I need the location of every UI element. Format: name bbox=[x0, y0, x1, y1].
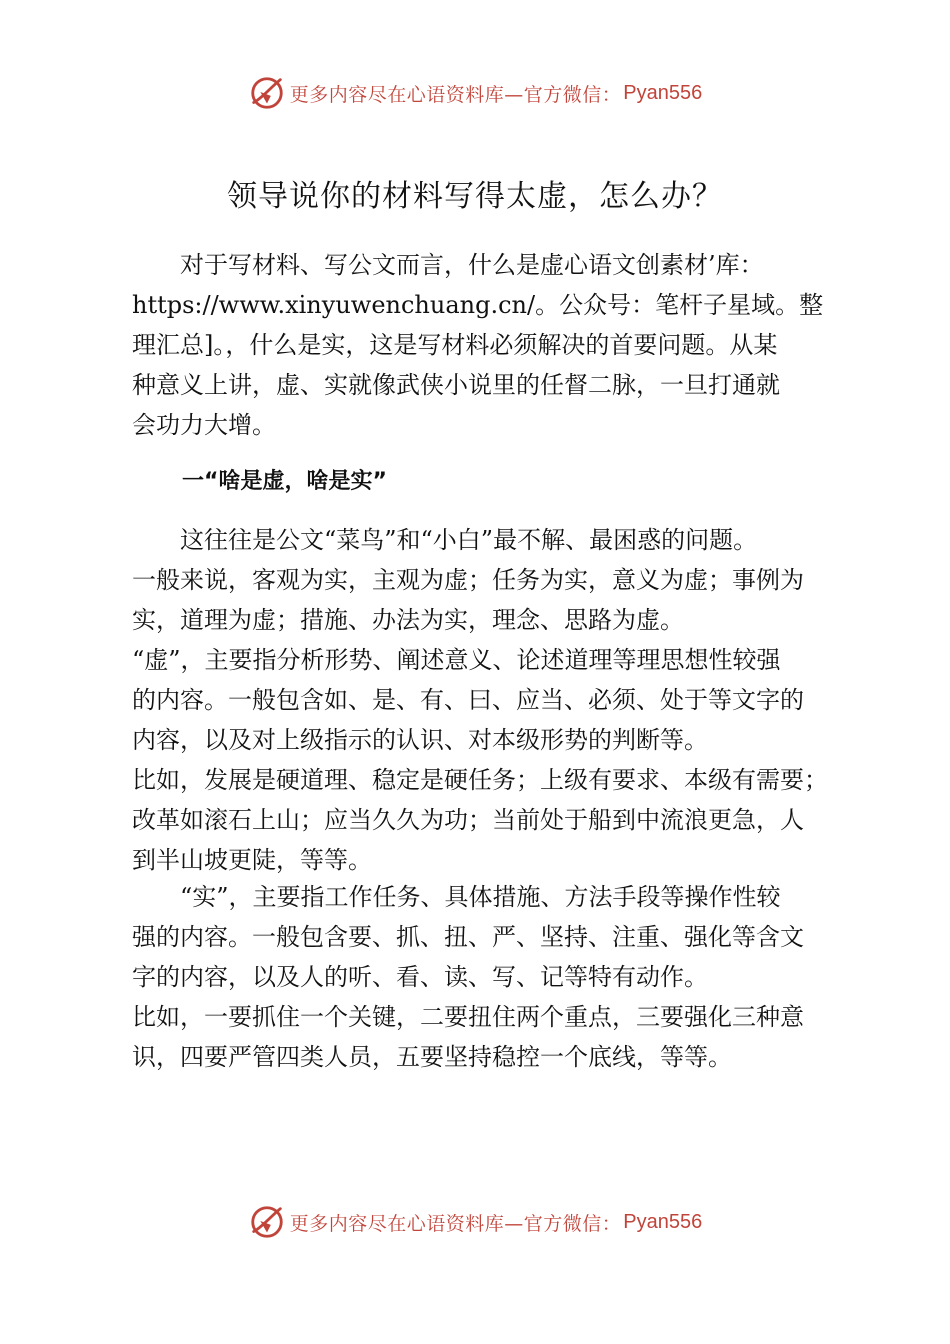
banner-text: 更多内容尽在心语资料库—官方微信： bbox=[289, 1212, 622, 1235]
body-paragraph-1: 这往往是公文“菜鸟”和“小白”最不解、最困惑的问题。 一般来说，客观为实，主观为虚；任务为实，意义为虚；事例为 实，道理为虚；措施、办法为实，理念、思路为虚。 “虚”，主要指分析形势、阐述意义、论述道理等理思想性较强 的内容。一般包含如、是、有、曰、应当、必须、处于等文字的 内容，以及对上级指示的认识、对本级形势的判断等。 比如，发展是硬道理、稳定是硬任务；上级有要求、本级有需要； 改革如滚石上山；应当久久为功；当前处于船到中流浪更急，人 到半山坡更陡，等等。 bbox=[132, 526, 828, 874]
document-title: 领导说你的材料写得太虚，怎么办？ bbox=[227, 179, 723, 214]
header-watermark-banner bbox=[0, 71, 950, 115]
brush-logo-icon bbox=[248, 74, 286, 112]
banner-wechat-id: Pyan556 bbox=[623, 1210, 703, 1233]
footer-watermark-banner bbox=[0, 1200, 950, 1244]
brush-logo-icon bbox=[248, 1203, 286, 1241]
banner-wechat-id: Pyan556 bbox=[623, 81, 703, 104]
section-heading: 一“啥是虚，啥是实” bbox=[182, 469, 387, 494]
intro-paragraph: 对于写材料、写公文而言，什么是虚心语文创素材’库： https://www.xinyuwenchuang.cn/。公众号：笔杆子星域。整 理汇总]。，什么是实，这是写材料必须解决的首要问题。从某 种意义上讲，虚、实就像武侠小说里的任督二脉，一旦打通就 会功力大增。 bbox=[132, 251, 824, 439]
banner-text: 更多内容尽在心语资料库—官方微信： bbox=[289, 83, 622, 106]
body-paragraph-2: “实”，主要指工作任务、具体措施、方法手段等操作性较 强的内容。一般包含要、抓、扭、严、坚持、注重、强化等含文 字的内容，以及人的听、看、读、写、记等特有动作。 比如，一要抓住一个关键，二要扭住两个重点，三要强化三种意 识，四要严管四类人员，五要坚持稳控一个底线，等等。 bbox=[132, 883, 804, 1071]
